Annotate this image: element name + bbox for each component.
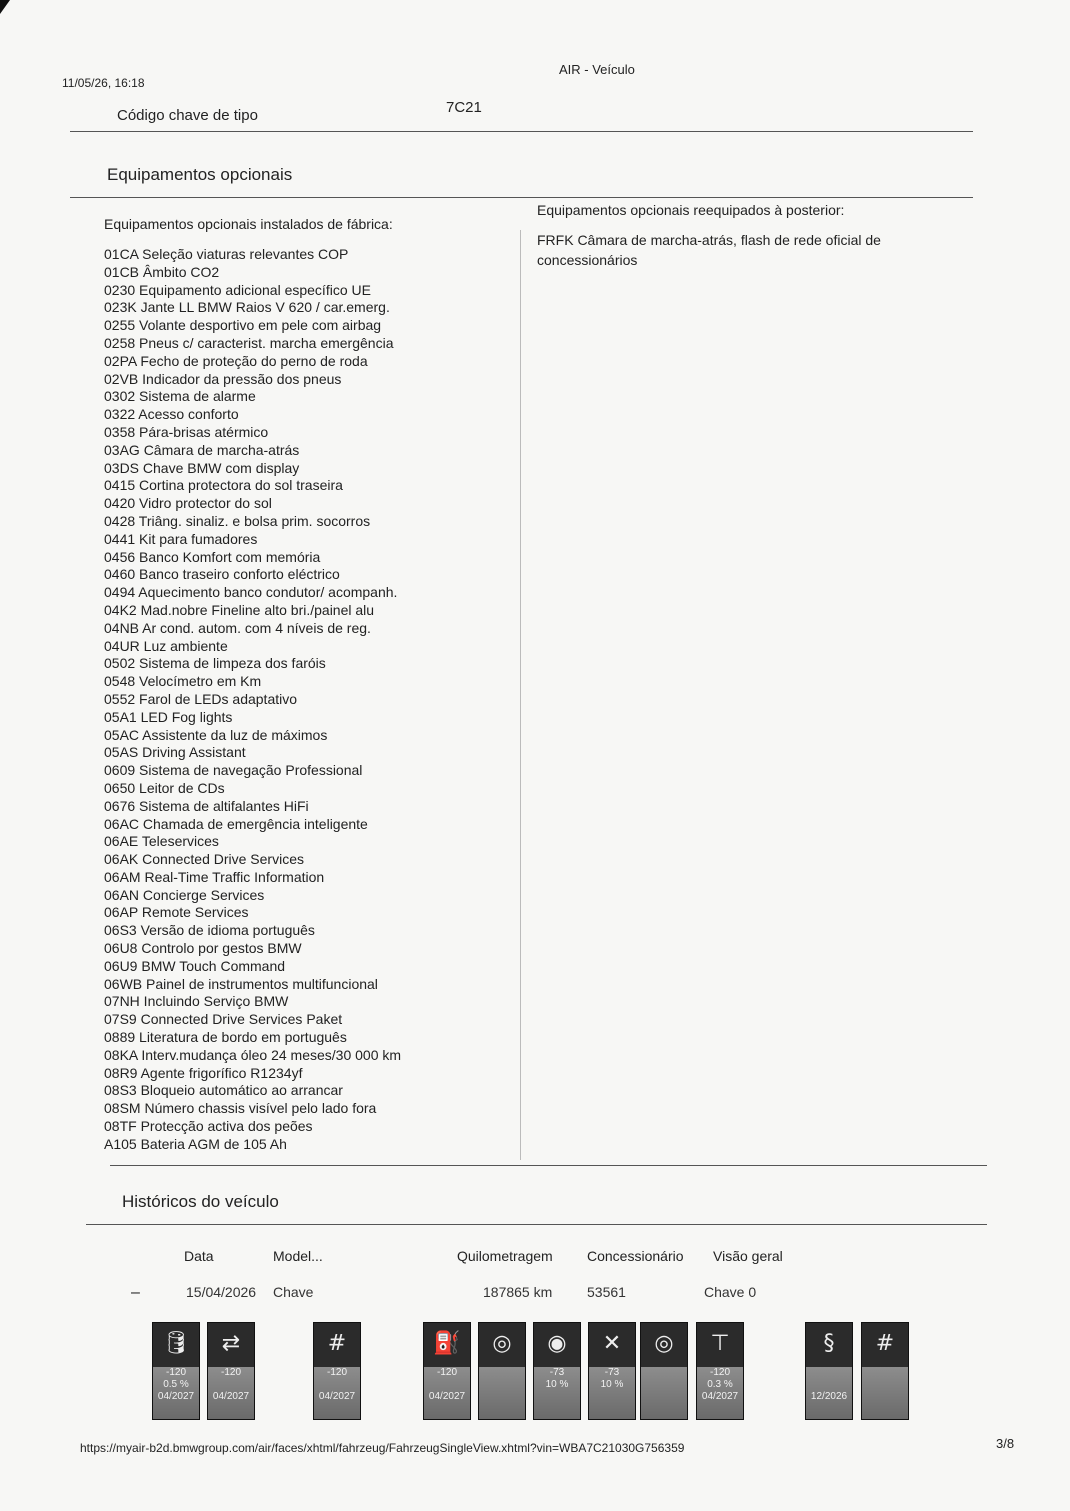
service-tile-line bbox=[479, 1367, 525, 1379]
service-tile-line bbox=[424, 1379, 470, 1391]
factory-option-item: 06AK Connected Drive Services bbox=[104, 851, 304, 868]
history-section-title: Históricos do veículo bbox=[122, 1192, 279, 1211]
service-tile-line: -120 bbox=[326, 1367, 347, 1378]
factory-option-item: 06U8 Controlo por gestos BMW bbox=[104, 940, 302, 957]
factory-option-item: 07S9 Connected Drive Services Paket bbox=[104, 1011, 343, 1028]
factory-option-item: 0230 Equipamento adicional específico UE bbox=[104, 281, 371, 298]
service-tile-line: 04/2027 bbox=[318, 1391, 356, 1402]
factory-option-item: 06AP Remote Services bbox=[104, 904, 249, 921]
factory-options-list bbox=[104, 246, 524, 1154]
factory-option-item: 06AE Teleservices bbox=[104, 833, 219, 850]
factory-option-item: 0428 Triâng. sinaliz. e bolsa prim. socorros bbox=[104, 512, 371, 529]
micro-filter-icon: # bbox=[327, 1330, 347, 1356]
factory-option-item: 06AM Real-Time Traffic Information bbox=[104, 868, 325, 885]
service-tile-line bbox=[589, 1391, 635, 1403]
factory-option-item: 02PA Fecho de proteção do perno de roda bbox=[104, 352, 368, 369]
factory-option-item: 0415 Cortina protectora do sol traseira bbox=[104, 477, 343, 494]
brake-fluid-icon: ◉ bbox=[547, 1330, 567, 1356]
retrofit-options-heading: Equipamentos opcionais reequipados à posterior: bbox=[537, 202, 845, 218]
divider bbox=[70, 197, 973, 198]
service-tile-line: -73 bbox=[549, 1367, 565, 1378]
service-tile-line bbox=[208, 1379, 254, 1391]
footer-url: https://myair-b2d.bmwgroup.com/air/faces/xhtml/fahrzeug/FahrzeugSingleView.xhtml?vin=WBA7C21030G756359 bbox=[80, 1441, 685, 1455]
factory-option-item: 04K2 Mad.nobre Fineline alto bri./painel alu bbox=[104, 601, 375, 618]
service-tile-line bbox=[641, 1379, 687, 1391]
factory-option-item: 04UR Luz ambiente bbox=[104, 637, 228, 654]
service-tile[interactable] bbox=[533, 1322, 581, 1420]
service-tile-line: 0.3 % bbox=[707, 1379, 733, 1390]
service-tile[interactable] bbox=[478, 1322, 526, 1420]
service-tile[interactable] bbox=[423, 1322, 471, 1420]
scan-corner-mark bbox=[0, 0, 10, 14]
factory-option-item: 0258 Pneus c/ caracterist. marcha emergência bbox=[104, 334, 394, 351]
factory-option-item: 06AN Concierge Services bbox=[104, 886, 265, 903]
service-tile-line bbox=[806, 1379, 852, 1391]
service-tile-line: 04/2027 bbox=[428, 1391, 466, 1402]
history-mileage: 187865 km bbox=[483, 1284, 553, 1300]
service-tile-line bbox=[314, 1379, 360, 1391]
service-tile-info bbox=[534, 1367, 580, 1419]
factory-option-item: 0552 Farol de LEDs adaptativo bbox=[104, 690, 298, 707]
factory-option-item: 02VB Indicador da pressão dos pneus bbox=[104, 370, 342, 387]
factory-option-item: 0358 Pára-brisas atérmico bbox=[104, 423, 269, 440]
factory-option-item: 08KA Interv.mudança óleo 24 meses/30 000 km bbox=[104, 1046, 402, 1063]
service-tools-icon: ✕ bbox=[602, 1330, 622, 1356]
fuel-filter-icon: ⛽ bbox=[433, 1330, 461, 1356]
history-dealer: 53561 bbox=[587, 1284, 626, 1300]
service-tile-info bbox=[208, 1367, 254, 1419]
factory-option-item: 06AC Chamada de emergência inteligente bbox=[104, 815, 368, 832]
factory-option-item: 08R9 Agente frigorífico R1234yf bbox=[104, 1064, 303, 1081]
service-tile-line bbox=[534, 1391, 580, 1403]
service-tile-line bbox=[641, 1391, 687, 1403]
history-col-overview[interactable]: Visão geral bbox=[713, 1248, 783, 1264]
service-tile-line: -120 bbox=[220, 1367, 241, 1378]
column-divider bbox=[520, 230, 521, 1160]
service-tile-info bbox=[589, 1367, 635, 1419]
factory-option-item: 06U9 BMW Touch Command bbox=[104, 957, 286, 974]
service-tile-line: 10 % bbox=[600, 1379, 624, 1390]
front-brake-icon: ◎ bbox=[492, 1330, 512, 1356]
service-tile-line: -120 bbox=[436, 1367, 457, 1378]
service-tile-line: 04/2027 bbox=[157, 1391, 195, 1402]
factory-option-item: 023K Jante LL BMW Raios V 620 / car.emerg. bbox=[104, 299, 390, 316]
service-tile-line bbox=[862, 1367, 908, 1379]
service-tile-line bbox=[641, 1367, 687, 1379]
factory-option-item: 0609 Sistema de navegação Professional bbox=[104, 762, 363, 779]
service-tile-info bbox=[862, 1367, 908, 1419]
history-date: 15/04/2026 bbox=[186, 1284, 257, 1300]
service-tile[interactable] bbox=[696, 1322, 744, 1420]
service-tile-info bbox=[641, 1367, 687, 1419]
history-col-dealer[interactable]: Concessionário bbox=[587, 1248, 684, 1264]
service-tile-info bbox=[479, 1367, 525, 1419]
service-tile-line bbox=[862, 1391, 908, 1403]
factory-option-item: 0322 Acesso conforto bbox=[104, 406, 239, 423]
factory-option-item: 0456 Banco Komfort com memória bbox=[104, 548, 321, 565]
service-tile-line: 04/2027 bbox=[212, 1391, 250, 1402]
factory-option-item: 05AS Driving Assistant bbox=[104, 744, 246, 761]
oil-can-icon: 🛢 bbox=[162, 1330, 190, 1356]
service-tile[interactable] bbox=[640, 1322, 688, 1420]
history-col-model[interactable]: Model... bbox=[273, 1248, 323, 1264]
inspection-icon: § bbox=[823, 1330, 835, 1356]
factory-option-item: 0302 Sistema de alarme bbox=[104, 388, 256, 405]
factory-option-item: 04NB Ar cond. autom. com 4 níveis de reg. bbox=[104, 619, 371, 636]
service-tile[interactable] bbox=[152, 1322, 200, 1420]
page-title: AIR - Veículo bbox=[559, 62, 635, 77]
service-tile-line: 10 % bbox=[545, 1379, 569, 1390]
service-tile-line bbox=[479, 1379, 525, 1391]
vehicle-check-icon: ⊤ bbox=[710, 1330, 730, 1356]
divider bbox=[70, 131, 973, 132]
service-tile-line bbox=[806, 1367, 852, 1379]
page-number: 3/8 bbox=[996, 1436, 1015, 1451]
retrofit-option-item: FRFK Câmara de marcha-atrás, flash de rede oficial de concessionários bbox=[537, 232, 881, 268]
service-tile-line: -73 bbox=[604, 1367, 620, 1378]
factory-option-item: 0502 Sistema de limpeza dos faróis bbox=[104, 655, 326, 672]
service-tile-line bbox=[479, 1391, 525, 1403]
cabin-filter-icon: # bbox=[875, 1330, 895, 1356]
history-overview: Chave 0 bbox=[704, 1284, 757, 1300]
service-tile-line: 04/2027 bbox=[701, 1391, 739, 1402]
factory-option-item: 03AG Câmara de marcha-atrás bbox=[104, 441, 300, 458]
factory-option-item: 0420 Vidro protector do sol bbox=[104, 495, 272, 512]
service-tile-line: 0.5 % bbox=[163, 1379, 189, 1390]
factory-option-item: 0889 Literatura de bordo em português bbox=[104, 1029, 347, 1046]
service-tile[interactable] bbox=[313, 1322, 361, 1420]
service-tile[interactable] bbox=[861, 1322, 909, 1420]
type-key-label: Código chave de tipo bbox=[117, 107, 258, 124]
factory-options-heading: Equipamentos opcionais instalados de fábrica: bbox=[104, 216, 393, 232]
type-key-value: 7C21 bbox=[446, 99, 482, 116]
factory-option-item: 05A1 LED Fog lights bbox=[104, 708, 233, 725]
service-tile-line: -120 bbox=[165, 1367, 186, 1378]
options-section-title: Equipamentos opcionais bbox=[107, 165, 293, 184]
service-tile-info bbox=[697, 1367, 743, 1419]
factory-option-item: 01CB Âmbito CO2 bbox=[104, 263, 220, 280]
service-tile-line: -120 bbox=[709, 1367, 730, 1378]
factory-option-item: 05AC Assistente da luz de máximos bbox=[104, 726, 328, 743]
service-tile-info bbox=[153, 1367, 199, 1419]
service-tile[interactable] bbox=[207, 1322, 255, 1420]
service-tile-line bbox=[862, 1379, 908, 1391]
service-tile-info bbox=[314, 1367, 360, 1419]
factory-option-item: 08SM Número chassis visível pelo lado fora bbox=[104, 1100, 377, 1117]
factory-option-item: 06WB Painel de instrumentos multifuncional bbox=[104, 975, 378, 992]
service-tile-line: 12/2026 bbox=[810, 1391, 848, 1402]
service-tile[interactable] bbox=[805, 1322, 853, 1420]
divider bbox=[86, 1224, 987, 1225]
factory-option-item: 0548 Velocímetro em Km bbox=[104, 673, 262, 690]
service-tile-info bbox=[424, 1367, 470, 1419]
factory-option-item: 07NH Incluindo Serviço BMW bbox=[104, 993, 289, 1010]
factory-option-item: 01CA Seleção viaturas relevantes COP bbox=[104, 246, 349, 262]
factory-option-item: 0494 Aquecimento banco condutor/ acompanh. bbox=[104, 584, 398, 601]
factory-option-item: 0255 Volante desportivo em pele com airbag bbox=[104, 317, 382, 334]
factory-option-item: 0650 Leitor de CDs bbox=[104, 779, 225, 796]
air-filter-icon: ⇄ bbox=[221, 1330, 241, 1356]
history-col-date[interactable]: Data bbox=[184, 1248, 214, 1264]
factory-option-item: 08TF Protecção activa dos peões bbox=[104, 1118, 313, 1135]
factory-option-item: 0676 Sistema de altifalantes HiFi bbox=[104, 797, 309, 814]
history-col-mileage[interactable]: Quilometragem bbox=[457, 1248, 553, 1264]
divider bbox=[110, 1165, 987, 1166]
service-tile-info bbox=[806, 1367, 852, 1419]
factory-option-item: 06S3 Versão de idioma português bbox=[104, 922, 315, 939]
print-datetime: 11/05/26, 16:18 bbox=[62, 76, 145, 90]
factory-option-item: 0460 Banco traseiro conforto eléctrico bbox=[104, 566, 340, 583]
factory-option-item: 08S3 Bloqueio automático ao arrancar bbox=[104, 1082, 343, 1099]
service-tile[interactable] bbox=[588, 1322, 636, 1420]
factory-option-item: 0441 Kit para fumadores bbox=[104, 530, 258, 547]
factory-option-item: 03DS Chave BMW com display bbox=[104, 459, 300, 476]
history-model: Chave bbox=[273, 1284, 314, 1300]
collapse-row-button[interactable]: – bbox=[131, 1284, 140, 1301]
factory-option-item: A105 Bateria AGM de 105 Ah bbox=[104, 1135, 287, 1152]
rear-brake-icon: ◎ bbox=[654, 1330, 674, 1356]
